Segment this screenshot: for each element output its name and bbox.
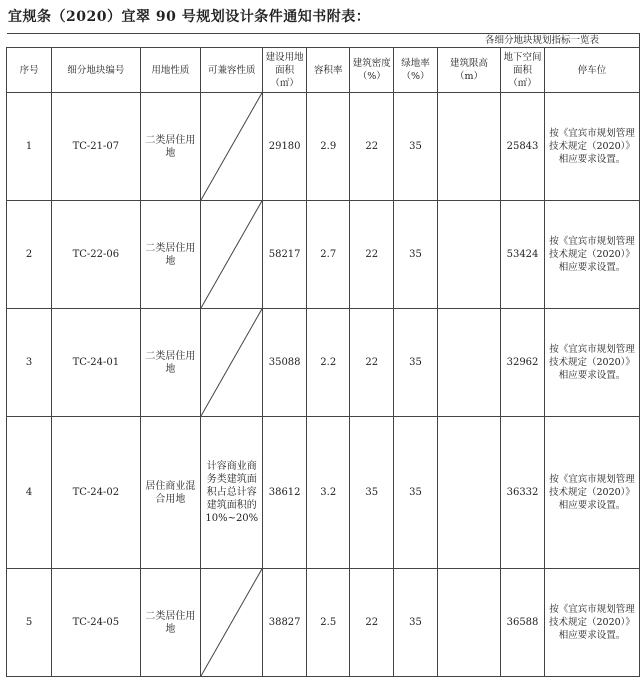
- cell-compatible-empty: [201, 201, 263, 309]
- cell-green: 35: [394, 93, 438, 201]
- cell-height: [437, 201, 500, 309]
- page-title: 宜规条（2020）宜翠 90 号规划设计条件通知书附表：: [8, 9, 371, 25]
- cell-underground: 36588: [501, 569, 545, 677]
- cell-area: 29180: [263, 93, 307, 201]
- cell-parking: 按《宜宾市规划管理技术规定（2020）》相应要求设置。: [544, 417, 639, 569]
- table-row: [7, 417, 640, 569]
- cell-underground: 32962: [501, 309, 545, 417]
- cell-land-use: 居住商业混合用地: [140, 417, 201, 569]
- cell-far: 2.2: [307, 309, 350, 417]
- cell-compatible: 计容商业商务类建筑面积占总计容建筑面积的10%~20%: [201, 417, 263, 569]
- diagonal-slash: [201, 93, 262, 200]
- header-parking: 停车位: [544, 48, 639, 93]
- header-compatible: 可兼容性质: [201, 48, 263, 93]
- table-row: [7, 201, 640, 309]
- table-row: [7, 309, 640, 417]
- cell-plot-id: TC-24-01: [52, 309, 140, 417]
- cell-height: [437, 309, 500, 417]
- cell-parking: 按《宜宾市规划管理技术规定（2020）》相应要求设置。: [544, 569, 639, 677]
- cell-compatible-empty: [201, 93, 263, 201]
- cell-height: [437, 569, 500, 677]
- cell-green: 35: [394, 569, 438, 677]
- cell-far: 2.5: [307, 569, 350, 677]
- cell-far: 2.9: [307, 93, 350, 201]
- header-green: 绿地率（%）: [394, 48, 438, 93]
- cell-parking: 按《宜宾市规划管理技术规定（2020）》相应要求设置。: [544, 309, 639, 417]
- diagonal-slash: [201, 309, 262, 416]
- diagonal-slash: [201, 201, 262, 308]
- header-underground: 地下空间面积（㎡）: [501, 48, 545, 93]
- cell-height: [437, 417, 500, 569]
- cell-plot-id: TC-22-06: [52, 201, 140, 309]
- cell-plot-id: TC-24-02: [52, 417, 140, 569]
- cell-plot-id: TC-21-07: [52, 93, 140, 201]
- cell-seq: 1: [7, 93, 52, 201]
- header-far: 容积率: [307, 48, 350, 93]
- cell-compatible-empty: [201, 569, 263, 677]
- cell-underground: 25843: [501, 93, 545, 201]
- diagonal-slash: [201, 569, 262, 676]
- cell-height: [437, 93, 500, 201]
- cell-area: 58217: [263, 201, 307, 309]
- cell-parking: 按《宜宾市规划管理技术规定（2020）》相应要求设置。: [544, 201, 639, 309]
- cell-green: 35: [394, 201, 438, 309]
- cell-land-use: 二类居住用地: [140, 93, 201, 201]
- table-row: [7, 569, 640, 677]
- cell-far: 3.2: [307, 417, 350, 569]
- cell-compatible-empty: [201, 309, 263, 417]
- cell-density: 22: [350, 309, 394, 417]
- cell-area: 38612: [263, 417, 307, 569]
- header-plot-id: 细分地块编号: [52, 48, 140, 93]
- table-band-title: 各细分地块规划指标一览表: [307, 34, 640, 48]
- cell-area: 38827: [263, 569, 307, 677]
- planning-indicator-table: [6, 33, 640, 677]
- header-area: 建设用地面积（㎡）: [263, 48, 307, 93]
- cell-far: 2.7: [307, 201, 350, 309]
- header-height: 建筑限高（m）: [437, 48, 500, 93]
- cell-land-use: 二类居住用地: [140, 201, 201, 309]
- cell-parking: 按《宜宾市规划管理技术规定（2020）》相应要求设置。: [544, 93, 639, 201]
- cell-green: 35: [394, 417, 438, 569]
- cell-seq: 5: [7, 569, 52, 677]
- cell-underground: 53424: [501, 201, 545, 309]
- cell-seq: 4: [7, 417, 52, 569]
- cell-density: 22: [350, 569, 394, 677]
- cell-land-use: 二类居住用地: [140, 309, 201, 417]
- cell-green: 35: [394, 309, 438, 417]
- cell-density: 22: [350, 93, 394, 201]
- cell-plot-id: TC-24-05: [52, 569, 140, 677]
- cell-seq: 3: [7, 309, 52, 417]
- cell-density: 35: [350, 417, 394, 569]
- cell-underground: 36332: [501, 417, 545, 569]
- header-seq: 序号: [7, 48, 52, 93]
- header-land-use: 用地性质: [140, 48, 201, 93]
- band-spacer: [7, 34, 307, 48]
- header-density: 建筑密度（%）: [350, 48, 394, 93]
- cell-land-use: 二类居住用地: [140, 569, 201, 677]
- cell-density: 22: [350, 201, 394, 309]
- table-row: [7, 93, 640, 201]
- cell-seq: 2: [7, 201, 52, 309]
- cell-area: 35088: [263, 309, 307, 417]
